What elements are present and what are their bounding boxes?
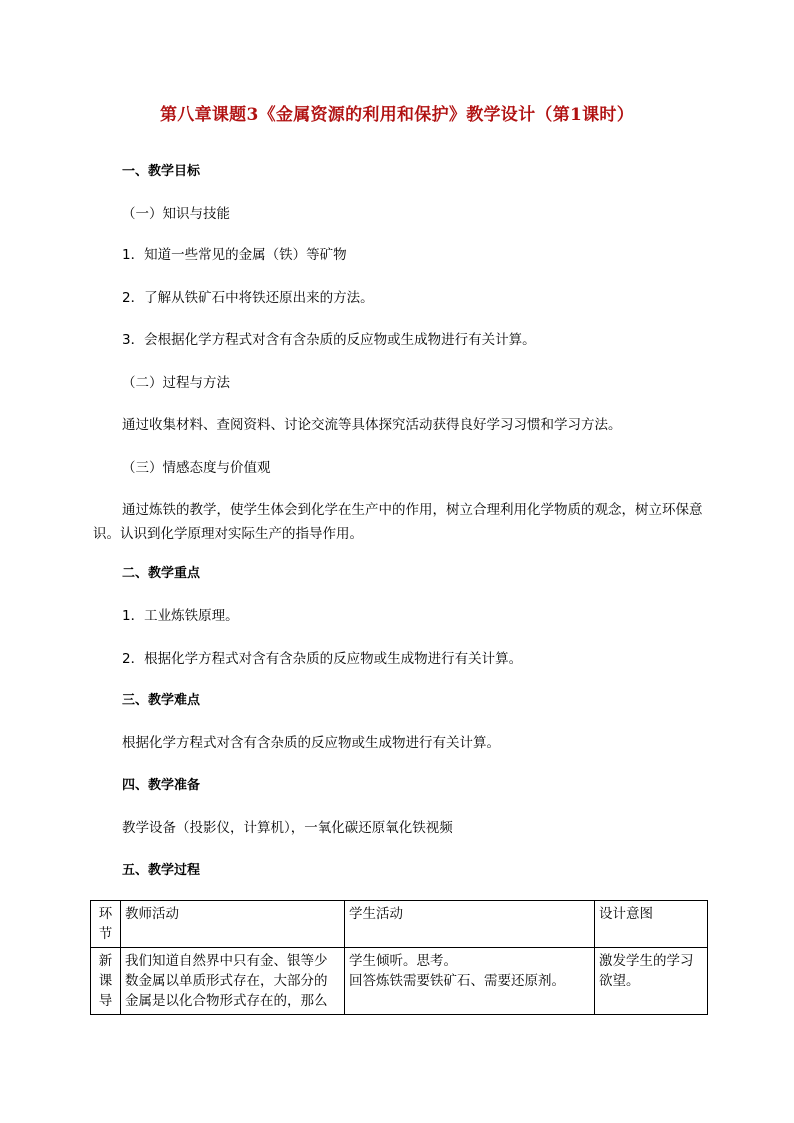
preparation-text: 教学设备（投影仪，计算机），一氧化碳还原氧化铁视频 (122, 820, 453, 836)
student-activity-line-1: 学生倾听。思考。 (349, 953, 457, 969)
row-teacher-activity: 我们知道自然界中只有金、银等少数金属以单质形式存在，大部分的金属是以化合物形式存在的，那么 (121, 948, 345, 1015)
objective-item-3: 3．会根据化学方程式对含有含杂质的反应物或生成物进行有关计算。 (122, 332, 536, 348)
table-row (91, 948, 708, 1015)
key-point-item-1: 1．工业炼铁原理。 (122, 608, 239, 624)
subheading-knowledge-skills: （一）知识与技能 (122, 206, 230, 222)
subheading-attitudes-values: （三）情感态度与价值观 (122, 460, 271, 476)
student-activity-line-2: 回答炼铁需要铁矿石、需要还原剂。 (349, 973, 565, 989)
row-student-activity (345, 948, 595, 1015)
section-heading-process: 五、教学过程 (122, 863, 201, 878)
header-teacher-activity: 教师活动 (121, 901, 345, 948)
row-stage: 新课导 (91, 948, 121, 1015)
difficulty-text: 根据化学方程式对含有含杂质的反应物或生成物进行有关计算。 (122, 735, 500, 751)
section-heading-preparation: 四、教学准备 (122, 778, 201, 793)
header-stage: 环节 (91, 901, 121, 948)
objective-item-2: 2．了解从铁矿石中将铁还原出来的方法。 (122, 290, 374, 306)
subheading-process-methods: （二）过程与方法 (122, 375, 230, 391)
section-heading-key-points: 二、教学重点 (122, 566, 201, 581)
key-point-item-2: 2．根据化学方程式对含有含杂质的反应物或生成物进行有关计算。 (122, 651, 523, 667)
attitudes-values-text: 通过炼铁的教学，使学生体会到化学在生产中的作用，树立合理利用化学物质的观念，树立环保意识。认识到化学原理对实际生产的指导作用。 (93, 502, 703, 542)
process-methods-text: 通过收集材料、查阅资料、讨论交流等具体探究活动获得良好学习习惯和学习方法。 (122, 417, 622, 433)
table-header-row (91, 901, 708, 948)
objective-item-1: 1．知道一些常见的金属（铁）等矿物 (122, 247, 347, 263)
page-title: 第八章课题3《金属资源的利用和保护》教学设计（第1课时） (159, 105, 635, 125)
section-heading-objectives: 一、教学目标 (122, 164, 201, 179)
teaching-process-table (90, 900, 708, 1015)
section-heading-difficulties: 三、教学难点 (122, 693, 201, 708)
header-design-intent: 设计意图 (595, 901, 708, 948)
header-student-activity: 学生活动 (345, 901, 595, 948)
row-design-intent: 激发学生的学习欲望。 (595, 948, 708, 1015)
